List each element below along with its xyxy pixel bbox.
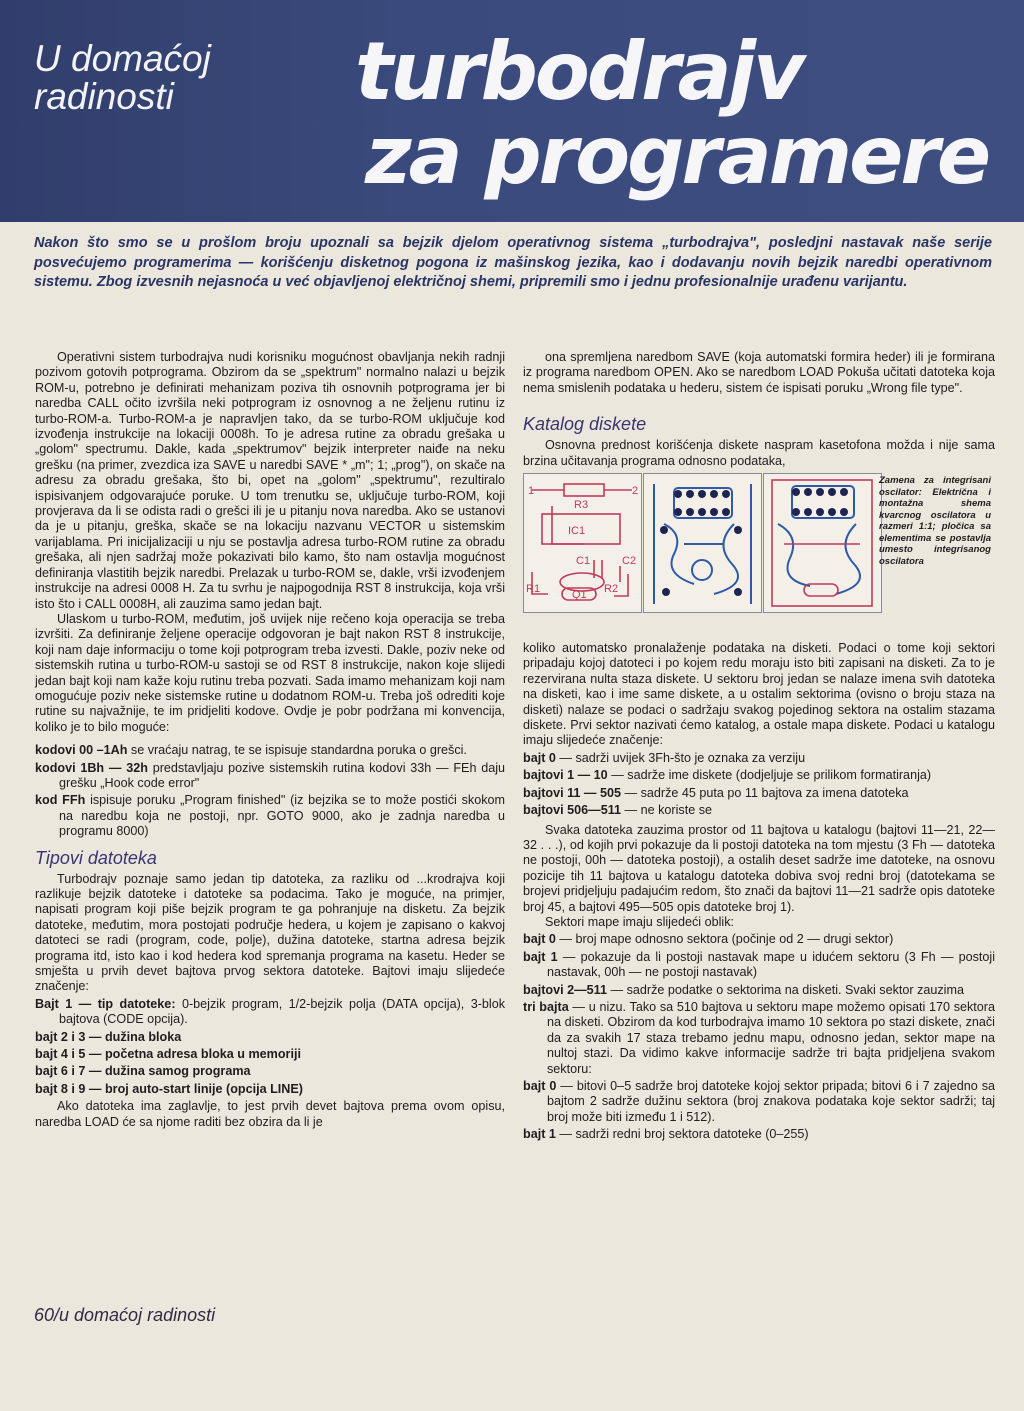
map-list [523, 932, 995, 1142]
map-text: — bitovi 0–5 sadrže broj datoteke kojoj sektor pripada; bitovi 6 i 7 zajedno sa bajtom 2 sadrže dužinu sektora (broj znakova podataka koje sektor sadrži; taj broj može biti između 1 i 512). [547, 1079, 995, 1124]
pcb-layout-panel [643, 473, 762, 613]
catalog-text: — sadrže 45 puta po 11 bajtova za imena datoteka [624, 785, 909, 800]
map-item [523, 950, 995, 981]
map-key: bajtovi 2—511 [523, 982, 607, 997]
paragraph: Operativni sistem turbodrajva nudi korisniku mogućnost obavljanja nekih radnji pozivom gotovih potprograma. Obzirom da se „spektrum" normalno nalazi u bejzik ROM-u, potrebno je definirati mehanizam poziva tih osnovnih potprograma jer bi naredba CALL očito izvršila neki potprogram iz osnovnog a ne željenu rutinu iz turbo-ROM-a. Turbo-ROM-a je napravljen tako, da se turbo-ROM uključuje kod izvođenja instrukcije na lokaciji 0008h. To je adresa rutine za obradu grešaka u „golom" spectrumu. Dakle, kada „spektrumov" bejzik interpreter naiđe na neku grešku (na primer, zvezdica iza SAVE u naredbi SAVE * „m"; 1; „prog"), on skače na adresu za obradu grešaka, što bi, opet na „golom" „spektrumu", rezultiralo ispisivanjem odgovarajuće poruke. U tom trenutku se, uključuje turbo-ROM, koji provjerava da li se odista radi o grešci ili je u pitanju nova naredba. Ako se ustanovi da je u pitanju, greška, skače se na lokaciju nazvanu VECTOR u sistemskim varijablama. Pri inicijalizaciji u nju se postavlja adresa turbo-ROM rutine za obradu grešaka, ali njen sadržaj može pokazivati bilo kamo, što nam ostavlja mogućnost definiranja vlastitih bejzik naredbi. Prelazak u turbo-ROM se, dakle, vrši izvođenjem instrukcije na adresi 0008 H. Za tu svrhu je najpogodnija RST 8 instrukcija, koja vrši isto što i CALL 0008H, ali zauzima samo jedan bajt. [35, 350, 505, 611]
map-item [523, 1127, 995, 1142]
catalog-text: — ne koriste se [624, 803, 713, 818]
subheading: Tipovi datoteka [35, 847, 157, 868]
map-text: — sadrži redni broj sektora datoteke (0–255) [559, 1127, 809, 1142]
code-item [35, 761, 505, 792]
paragraph: ona spremljena naredbom SAVE (koja automatski formira heder) ili je formirana iz programa naredbom OPEN. Ako se naredbom LOAD Pokuša učitati datoteka koja nema smislenih podataka u hederu, sistem će ispisati poruku „Wrong file type". [523, 350, 995, 395]
catalog-key: bajt 0 [523, 750, 556, 765]
map-text: — broj mape odnosno sektora (počinje od 2 — drugi sektor) [559, 932, 894, 947]
map-text: — u nizu. Tako sa 510 bajtova u sektoru mape možemo opisati 170 sektora na disketi. Obzirom da kod turbodrajva imamo 10 sektora po stazi diskete, znači da za svakih 17 staza trebamo jednu mapu, odnosno jedan, sektor mape na nultoj stazi. Da vidimo kakve informacije sadrže tri bajta pridjeljena svakom sektoru: [547, 999, 995, 1076]
catalog-item [523, 768, 995, 783]
byte-key: bajt 4 i 5 — početna adresa bloka u memoriji [35, 1047, 301, 1062]
component-label: Q1 [572, 589, 587, 602]
code-key: kodovi 00 –1Ah [35, 743, 128, 758]
schematic-drawing [524, 474, 641, 612]
component-label: IC1 [568, 525, 586, 538]
component-label: R3 [574, 499, 589, 512]
circuit-figure [523, 473, 995, 631]
byte-key: bajt 2 i 3 — dužina bloka [35, 1029, 182, 1044]
catalog-item [523, 751, 995, 766]
map-item [523, 1000, 995, 1077]
lead-paragraph: Nakon što smo se u prošlom broju upoznali sa bejzik djelom operativnog sistema „turbodrajva", posledjni nastavak naše serije posvećujemo programerima — korišćenju disketnog pogona iz mašinskog jezika, kao i dodavanju novih bejzik naredbi operativnom sistemu. Zbog izvesnih nejasnoća u već objavljenoj električnoj shemi, pripremili smo i jednu profesionalnije urađenu varijantu. [34, 235, 992, 290]
catalog-item [523, 786, 995, 801]
code-list [35, 743, 505, 839]
byte-key: Bajt 1 — tip datoteke: [35, 996, 176, 1011]
catalog-text: — sadrže ime diskete (dodjeljuje se prilikom formatiranja) [611, 768, 932, 783]
code-text: se vraćaju natrag, te se ispisuje standardna poruka o grešci. [130, 743, 467, 758]
catalog-text: — sadrži uvijek 3Fh-što je oznaka za verziju [559, 750, 806, 765]
map-item [523, 983, 995, 998]
byte-item [35, 1064, 505, 1079]
schematic-panel [523, 473, 642, 613]
assembly-drawing [764, 474, 881, 612]
code-text: ispisuje poruku „Program finished" (iz bejzika se to može postići skokom na naredbu koja ne postoji, npr. GOTO 9000, ako je zadnja naredba u programu 8000) [59, 793, 506, 839]
byte-item [35, 1082, 505, 1097]
catalog-item [523, 803, 995, 818]
assembly-panel [763, 473, 882, 613]
paragraph: Sektori mape imaju slijedeći oblik: [545, 914, 734, 929]
code-item [35, 743, 505, 758]
catalog-key: bajtovi 1 — 10 [523, 768, 608, 783]
paragraph: koliko automatsko pronalaženje podataka na disketi. Podaci o tome koji sektori pripadaju kojoj datoteci i po kojem redu moraju isto biti zapisani na disketi. Za to je rezervirana nulta staza diskete. U sektoru broj jedan se nalaze imena svih datoteka na disketi, kao i ime same diskete, a u ostalim sektorima (ovisno o broju staza na disketi) nalaze se podaci o sadržaju svakog pojedinog sektora na ostalim stazama diskete. Prvi sektor nazivati ćemo katalog, a ostale mapa diskete. Podaci u katalogu imaju slijedeće značenje: [523, 641, 995, 748]
component-label: C2 [622, 555, 637, 568]
byte-list [35, 997, 505, 1097]
component-label: R1 [526, 583, 541, 596]
figure-caption: Zamena za integrisani oscilator: Električna i montažna shema kvarcnog oscilatora u razmeri 1:1; pločica sa elementima se postavlja umesto integrisanog oscilatora [879, 475, 991, 567]
code-key: kod FFh [35, 793, 86, 808]
byte-item [35, 1047, 505, 1062]
catalog-list [523, 751, 995, 819]
pin-label: 2 [632, 485, 639, 498]
map-item [523, 932, 995, 947]
pcb-drawing [644, 474, 761, 612]
subheading: Katalog diskete [523, 414, 647, 435]
code-text: predstavljaju pozive sistemskih rutina kodovi 33h — FEh daju grešku „Hook code error" [59, 760, 506, 790]
map-text: — sadrže podatke o sektorima na disketi. Svaki sektor zauzima [610, 982, 964, 997]
pin-label: 1 [528, 485, 535, 498]
code-item [35, 793, 505, 839]
byte-item [35, 1030, 505, 1045]
right-column [523, 350, 995, 1145]
byte-text: 0-bejzik program, 1/2-bejzik polja (DATA opcija), 3-blok bajtova (CODE opcija). [59, 996, 506, 1027]
map-key: bajt 0 [523, 1079, 557, 1093]
byte-item [35, 997, 505, 1028]
component-label: R2 [604, 583, 619, 596]
map-key: tri bajta [523, 999, 569, 1014]
catalog-key: bajtovi 11 — 505 [523, 785, 622, 800]
left-column [35, 350, 505, 1130]
map-key: bajt 0 [523, 932, 556, 947]
title-line-2: za programere [365, 109, 989, 202]
section-name: U domaćoj radinosti [34, 38, 211, 117]
paragraph: Osnovna prednost korišćenja diskete naspram kasetofona možda i nije sama brzina učitavanja programa odnosno podataka, [523, 438, 995, 468]
catalog-key: bajtovi 506—511 [523, 803, 622, 818]
map-item [523, 1079, 995, 1125]
component-label: C1 [576, 555, 591, 568]
article-title [355, 25, 1015, 202]
paragraph: Turbodrajv poznaje samo jedan tip datoteka, za razliku od ...krodrajva koji razlikuje bejzik datoteke i datoteke sa podacima. Tako je moguće, na primjer, napisati program koji piše bejzik program te ga pohranjuje na disketu. Za bejzik datoteke, međutim, mora postojati područje hedera, u kojem je zapisano o kakvoj datoteci se radi (program, code, polje), dužina datoteke, startna adresa bejzik programa itd, isto kao i kod hedera kod spremanja programa na kasetu. Heder se smješta u prvih devet bajtova prvog sektora datoteke. Bajtovi imaju slijedeće značenje: [35, 871, 505, 994]
byte-key: bajt 8 i 9 — broj auto-start linije (opcija LINE) [35, 1081, 303, 1096]
page-footer: 60/u domaćoj radinosti [34, 1305, 216, 1325]
code-key: kodovi 1Bh — 32h [35, 760, 148, 775]
title-banner [0, 0, 1024, 222]
map-key: bajt 1 [523, 1127, 556, 1142]
paragraph: Ulaskom u turbo-ROM, međutim, još uvijek nije rečeno koja operacija se treba izvršiti. Za definiranje željene operacije odgovoran je bajt nakon RST 8 instrukcije, koji nam daje informaciju o tome koji potprogram treba izvesti. Dakle, poziv neke od sistemskih rutina u turbo-ROM-u sastoji se od RST 8 instrukcije, nakon koje slijedi jedan bajt koji nam kaže koju rutinu treba pozvati. Sada imamo mehanizam koji nam omogućuje poziv neke sistemske rutine u dodatnom ROM-u. Treba još odrediti koje rutine su najvažnije, te im pridjeliti kodove. Ovdje je pobr podržana mi konvencija, koliko je to bilo moguće: [35, 611, 505, 734]
map-key: bajt 1 [523, 949, 558, 964]
paragraph: Svaka datoteka zauzima prostor od 11 bajtova u katalogu (bajtovi 11—21, 22—32 . . .), od kojih prvi pokazuje da li postoji datoteka na tom mjestu (3 Fh — datoteka ne postoji, 00h — datoteka postoji), a ostalih deset sadrže ime datoteke, na osnovu pozicije tih 11 bajtova u katalogu datoteka dobiva svoj redni broj (datotekama se brojevi pridjeljuju padajućim redom, što znači da bajtovi 11—21 sadrže opis datoteke broj 45, a bajtovi 495—505 opis datoteke broj 1). [523, 822, 995, 914]
map-text: — pokazuje da li postoji nastavak mape u idućem sektoru (3 Fh — postoji nastavak, 00h — ne postoji nastavak) [547, 949, 996, 980]
byte-key: bajt 6 i 7 — dužina samog programa [35, 1064, 251, 1079]
paragraph: Ako datoteka ima zaglavlje, to jest prvih devet bajtova prema ovom opisu, naredba LOAD će sa njome raditi bez obzira da li je [35, 1099, 505, 1129]
title-line-1: turbodrajv [355, 25, 803, 118]
